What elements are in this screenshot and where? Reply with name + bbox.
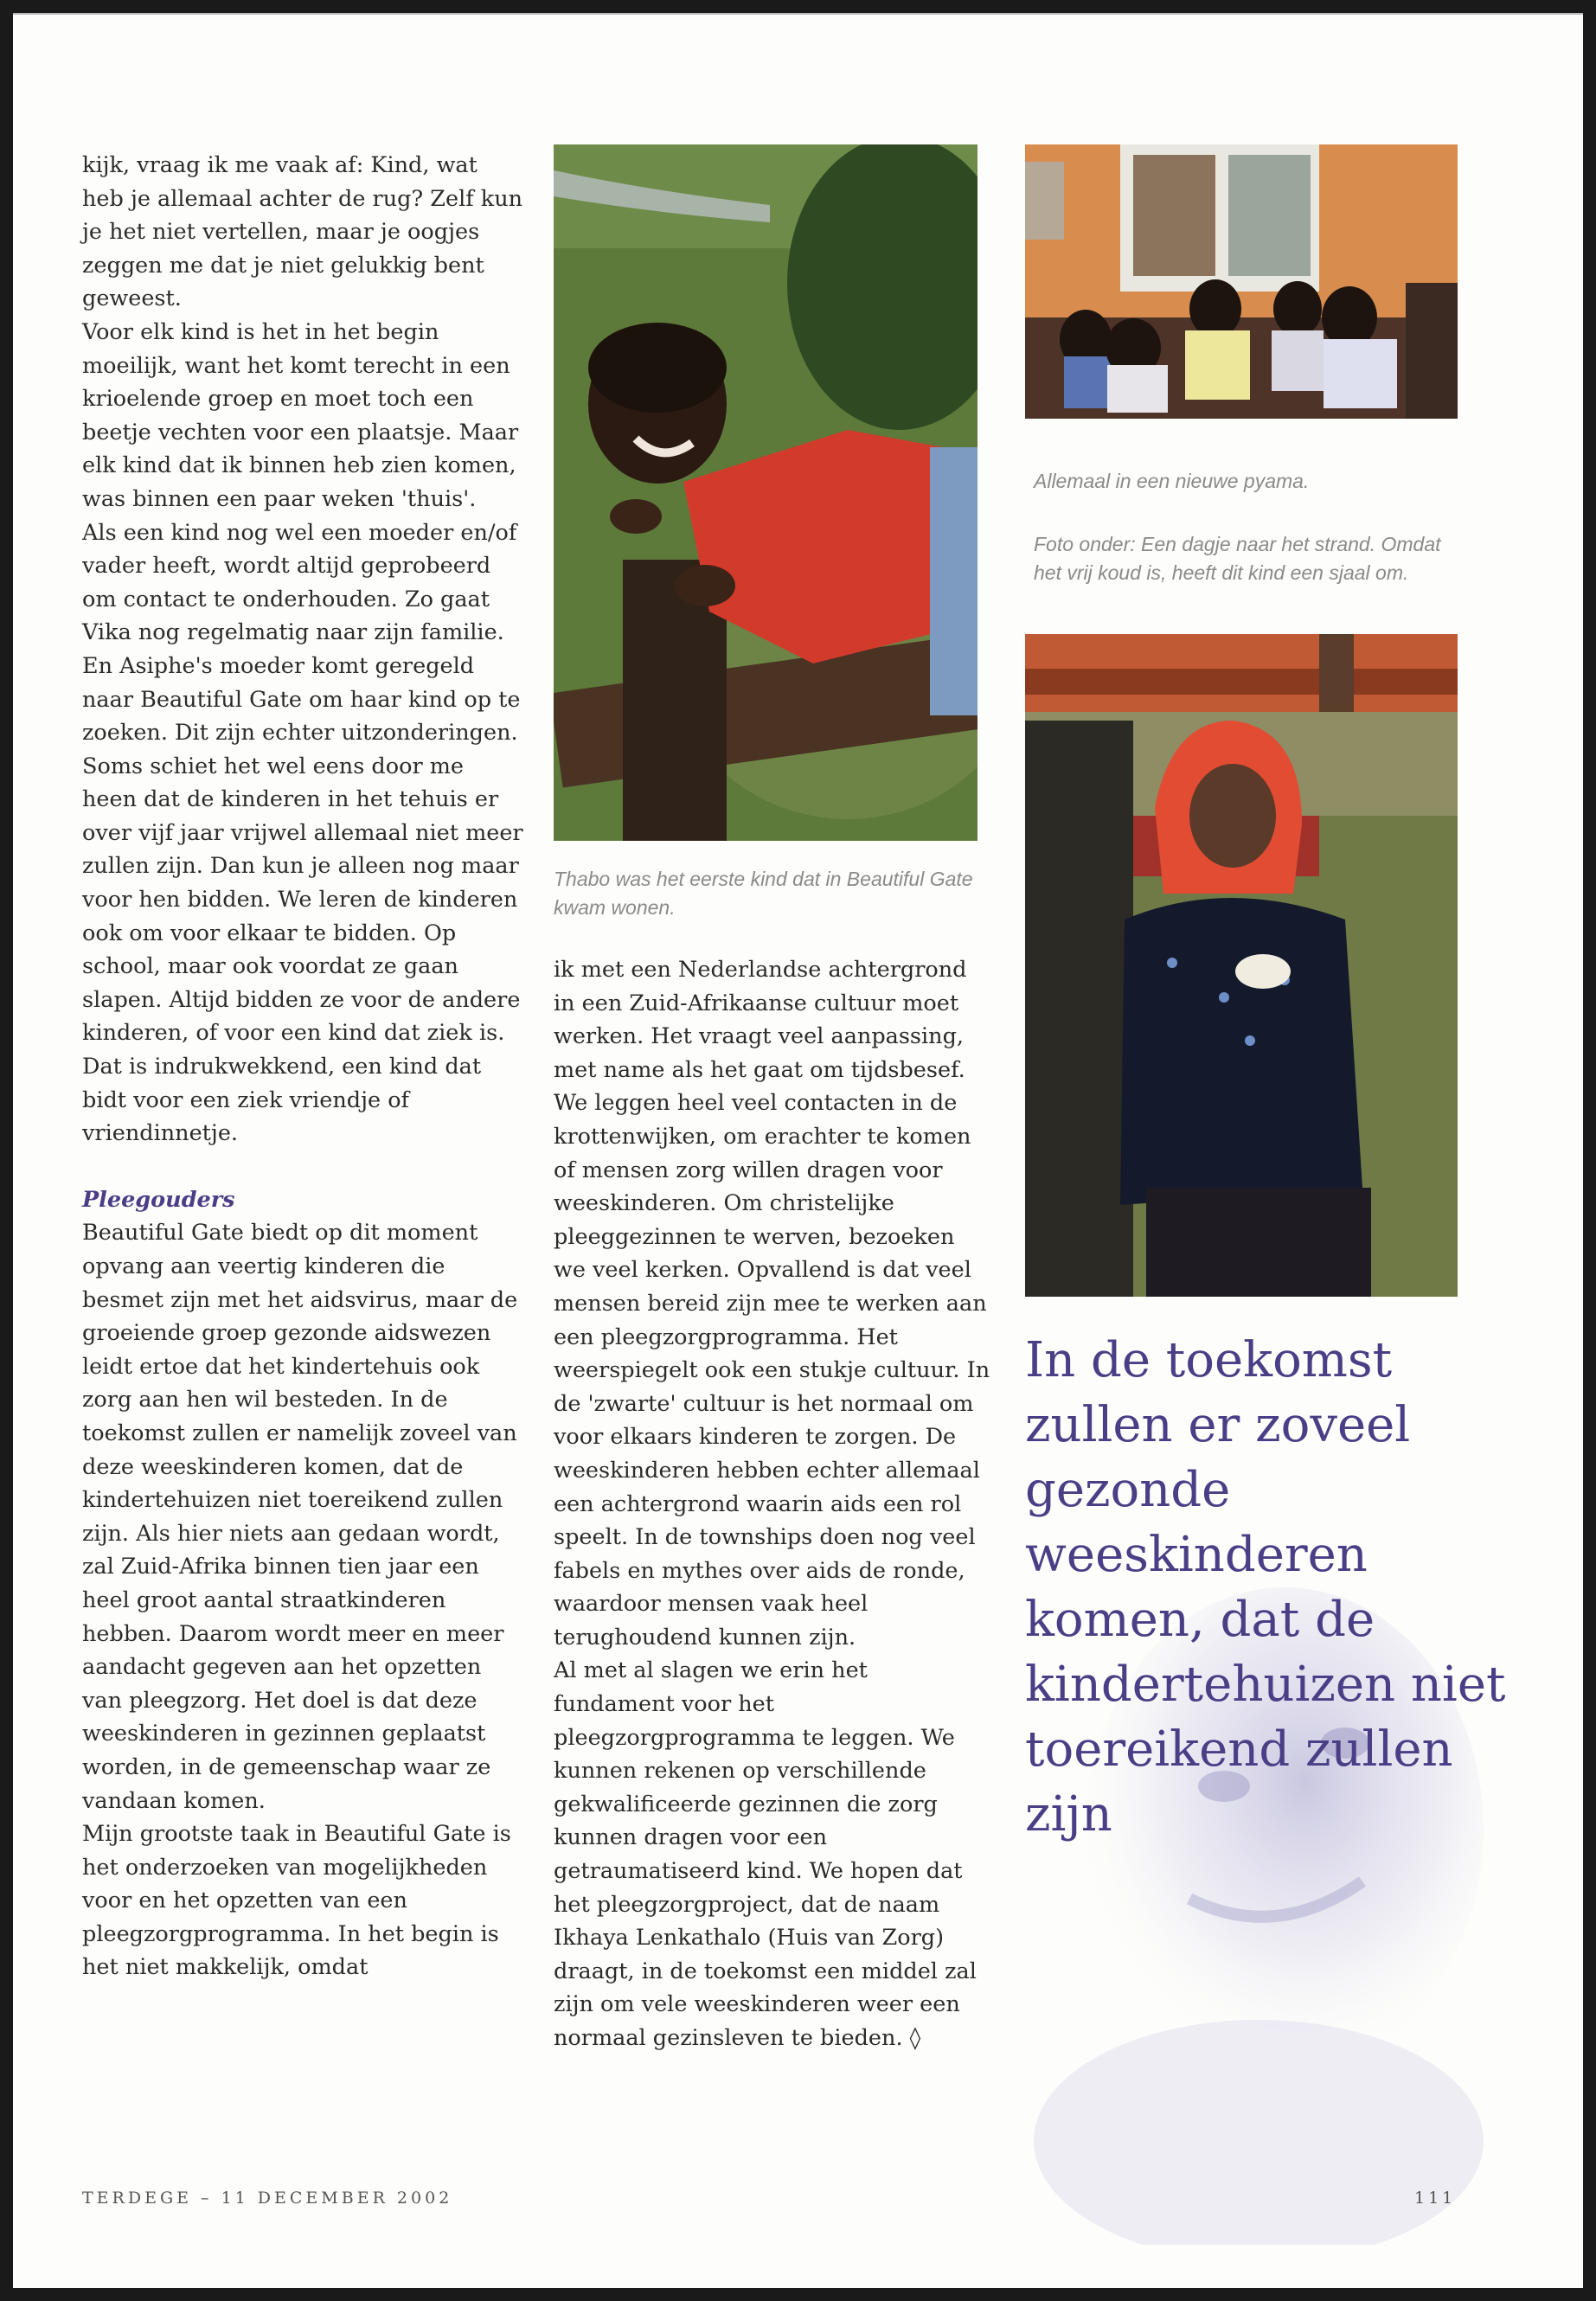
caption-thabo: Thabo was het eerste kind dat in Beautiful Gate kwam wonen.	[554, 868, 973, 919]
pull-quote: In de toekomst zullen er zoveel gezonde weeskinderen komen, dat de kindertehuizen niet toereikend zullen zijn	[1025, 1332, 1506, 1843]
text-column-2	[554, 953, 990, 2055]
text-column-1	[82, 149, 523, 1984]
page-number: 111	[1414, 2189, 1457, 2208]
top-rule	[13, 13, 1583, 15]
body-paragraph: Als een kind nog wel een moeder en/of vader heeft, wordt altijd geprobeerd om contact te onderhouden. Zo gaat Vika nog regelmatig naar zijn familie. En Asiphe's moeder komt geregeld naar Beautiful Gate om haar kind op te zoeken. Dit zijn echter uitzonderingen. Soms schiet het wel eens door me heen dat de kinderen in het tehuis er over vijf jaar vrijwel allemaal niet meer zullen zijn. Dan kun je alleen nog maar voor hen bidden. We leren de kinderen ook om voor elkaar te bidden. Op school, maar ook voordat ze gaan slapen. Altijd bidden ze voor de andere kinderen, of voor een kind dat ziek is. Dat is indrukwekkend, een kind dat bidt voor een ziek vriendje of vriendinnetje.	[82, 519, 523, 1147]
body-paragraph: kijk, vraag ik me vaak af: Kind, wat heb je allemaal achter de rug? Zelf kun je het niet vertellen, maar je oogjes zeggen me dat je niet gelukkig bent geweest.	[82, 152, 523, 312]
body-paragraph: Beautiful Gate biedt op dit moment opvang aan veertig kinderen die besmet zijn met het aidsvirus, maar de groeiende groep gezonde aidswezen leidt ertoe dat het kindertehuis ook zorg aan hen wil besteden. In de toekomst zullen er namelijk zoveel van deze weeskinderen komen, dat de kindertehuizen niet toereikend zullen zijn. Als hier niets aan gedaan wordt, zal Zuid-Afrika binnen tien jaar een heel groot aantal straatkinderen hebben. Daarom wordt meer en meer aandacht gegeven aan het opzetten van pleegzorg. Het doel is dat deze weeskinderen in gezinnen geplaatst worden, in de gemeenschap waar ze vandaan komen.	[82, 1220, 518, 1814]
photo-pyjamas	[1025, 144, 1458, 419]
body-paragraph: Mijn grootste taak in Beautiful Gate is het onderzoeken van mogelijkheden voor en het opzetten van een pleegzorgprogramma. In het begin is het niet makkelijk, omdat	[82, 1821, 511, 1981]
caption-pyjamas: Allemaal in een nieuwe pyama.	[1034, 470, 1310, 492]
magazine-page	[13, 13, 1583, 2288]
body-paragraph: Al met al slagen we erin het fundament voor het pleegzorgprogramma te leggen. We kunnen rekenen op verschillende gekwalificeerde gezinnen die zorg kunnen dragen voor een getraumatiseerd kind. We hopen dat het pleegzorgproject, dat de naam Ikhaya Lenkathalo (Huis van Zorg) draagt, in de toekomst een middel zal zijn om vele weeskinderen weer een normaal gezinsleven te bieden. ◊	[554, 1657, 977, 2051]
body-paragraph: ik met een Nederlandse achtergrond in een Zuid-Afrikaanse cultuur moet werken. Het vraagt veel aanpassing, met name als het gaat om tijdsbesef. We leggen heel veel contacten in de krottenwijken, om erachter te komen of mensen zorg willen dragen voor weeskinderen. Om christelijke pleeggezinnen te werven, bezoeken we veel kerken. Opvallend is dat veel mensen bereid zijn mee te werken aan een pleegzorgprogramma. Het weerspiegelt ook een stukje cultuur. In de 'zwarte' cultuur is het normaal om voor elkaars kinderen te zorgen. De weeskinderen hebben echter allemaal een achtergrond waarin aids een rol speelt. In de townships doen nog veel fabels en mythes over aids de ronde, waardoor mensen vaak heel terughoudend kunnen zijn.	[554, 957, 990, 1650]
body-paragraph: Voor elk kind is het in het begin moeilijk, want het komt terecht in een krioelende groep en moet toch een beetje vechten voor een plaatsje. Maar elk kind dat ik binnen heb zien komen, was binnen een paar weken 'thuis'.	[82, 318, 519, 512]
photo-scarf-child	[1025, 634, 1458, 1297]
caption-beach: Foto onder: Een dagje naar het strand. Omdat het vrij koud is, heeft dit kind een sjaal om.	[1034, 533, 1441, 584]
subheading: Pleegouders	[82, 1186, 235, 1213]
footer-publication: TERDEGE – 11 DECEMBER 2002	[82, 2189, 453, 2208]
photo-thabo	[554, 144, 977, 841]
